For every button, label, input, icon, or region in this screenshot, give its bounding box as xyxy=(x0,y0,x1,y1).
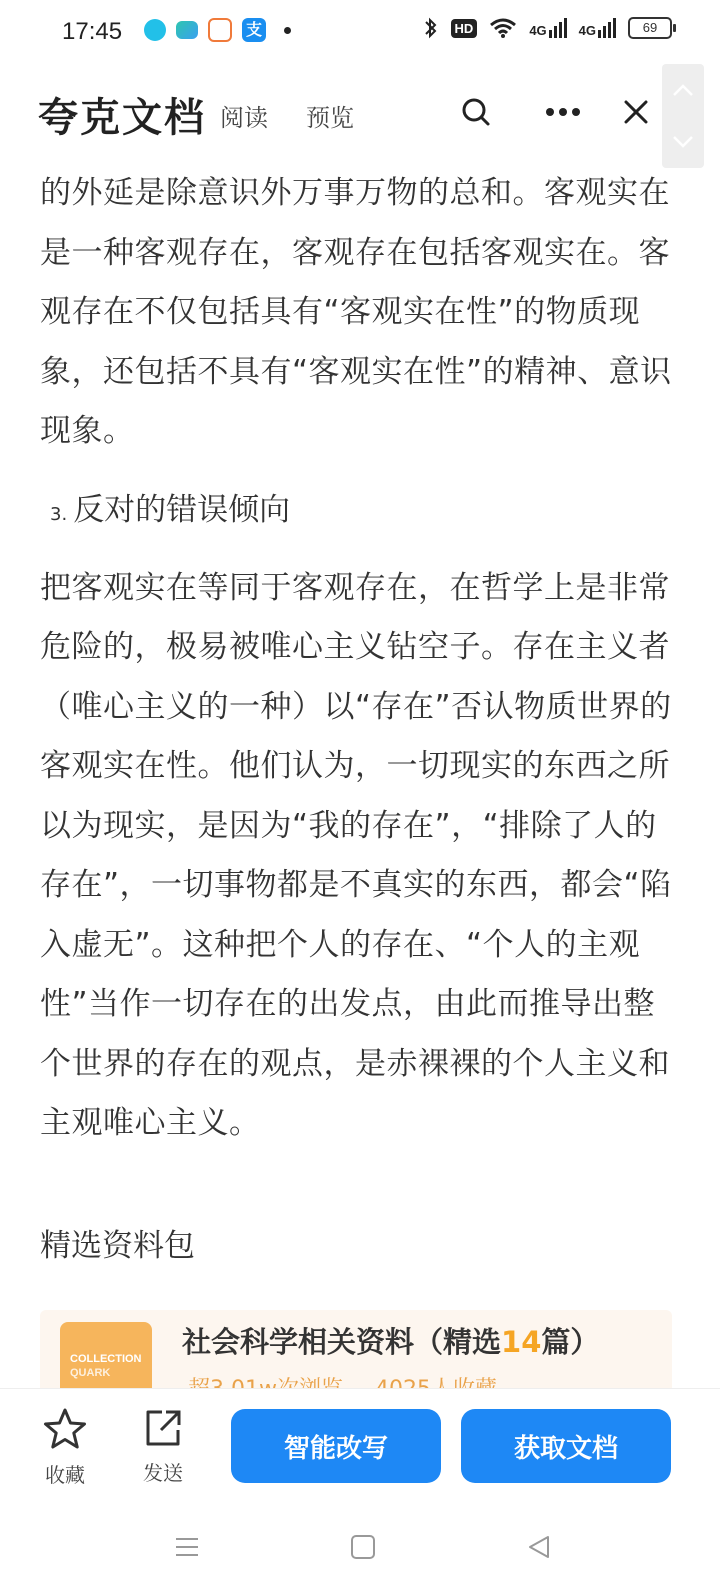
status-bar xyxy=(0,0,720,64)
cover-text: COLLECTION QUARK xyxy=(70,1353,142,1379)
app-header xyxy=(0,72,720,152)
chevron-up-icon[interactable] xyxy=(672,83,694,97)
card-title: 社会科学相关资料（精选14篇） xyxy=(182,1325,600,1359)
star-icon xyxy=(42,1407,88,1451)
signal-icon-1 xyxy=(529,18,566,38)
resource-pack-card[interactable] xyxy=(40,1310,672,1388)
battery-icon: 69 xyxy=(628,17,672,39)
shopping-app-icon xyxy=(208,18,232,42)
notification-icons xyxy=(144,18,291,42)
hd-badge: HD xyxy=(451,19,478,38)
wifi-icon xyxy=(489,17,517,39)
more-options-icon[interactable] xyxy=(545,94,581,130)
send-button[interactable] xyxy=(138,1407,188,1486)
system-navigation-bar xyxy=(0,1520,720,1587)
signal-icon-2 xyxy=(579,18,616,38)
numbered-heading xyxy=(40,484,680,529)
favorite-label: 收藏 xyxy=(45,1463,85,1487)
back-icon[interactable] xyxy=(526,1534,552,1560)
send-label: 发送 xyxy=(143,1461,183,1485)
bottom-action-bar xyxy=(0,1388,720,1509)
alipay-icon: 支 xyxy=(242,18,266,42)
brand-title: 夸克文档 xyxy=(38,95,206,141)
status-indicators xyxy=(423,16,672,40)
sub-heading: 反对的错误倾向 xyxy=(73,491,291,528)
page-scroll-control[interactable] xyxy=(662,64,704,168)
bluetooth-icon xyxy=(423,16,439,40)
qq-icon xyxy=(144,19,166,41)
paragraph: 把客观实在等同于客观存在，在哲学上是非常危险的，极易被唯心主义钻空子。存在主义者（唯心主义的一种）以“存在”否认物质世界的客观实在性。他们认为，一切现实的东西之所以为现实，是因为“我的存在”，“排除了人的存在”，一切事物都是不真实的东西，都会“陷入虚无”。这种把个人的存在、“个人的主观性”当作一切存在的出发点，由此而推导出整个世界的存在的观点，是赤裸裸的个人主义和主观唯心主义。 xyxy=(40,569,672,1141)
home-icon[interactable] xyxy=(350,1534,376,1560)
tab-preview[interactable]: 预览 xyxy=(306,104,354,132)
more-notifications-dot xyxy=(284,27,291,34)
network-type-1: 4G xyxy=(529,23,547,38)
card-count: 14 xyxy=(501,1325,542,1359)
get-document-button[interactable]: 获取文档 xyxy=(461,1409,671,1483)
smart-rewrite-button[interactable]: 智能改写 xyxy=(231,1409,441,1483)
close-icon[interactable] xyxy=(618,94,654,130)
menu-icon[interactable] xyxy=(174,1534,200,1560)
favorite-button[interactable] xyxy=(40,1407,90,1488)
status-time: 17:45 xyxy=(62,18,123,45)
share-icon xyxy=(142,1407,184,1449)
book-app-icon xyxy=(176,21,198,39)
search-icon[interactable] xyxy=(458,94,494,130)
tab-read[interactable]: 阅读 xyxy=(220,104,268,132)
document-content xyxy=(40,162,680,1265)
section-title: 精选资料包 xyxy=(40,1227,195,1264)
paragraph: 的外延是除意识外万事万物的总和。客观实在是一种客观存在，客观存在包括客观实在。客观存在不仅包括具有“客观实在性”的物质现象，还包括不具有“客观实在性”的精神、意识现象。 xyxy=(40,175,672,449)
network-type-2: 4G xyxy=(578,23,596,38)
list-number: 3. xyxy=(50,503,68,525)
chevron-down-icon[interactable] xyxy=(672,135,694,149)
